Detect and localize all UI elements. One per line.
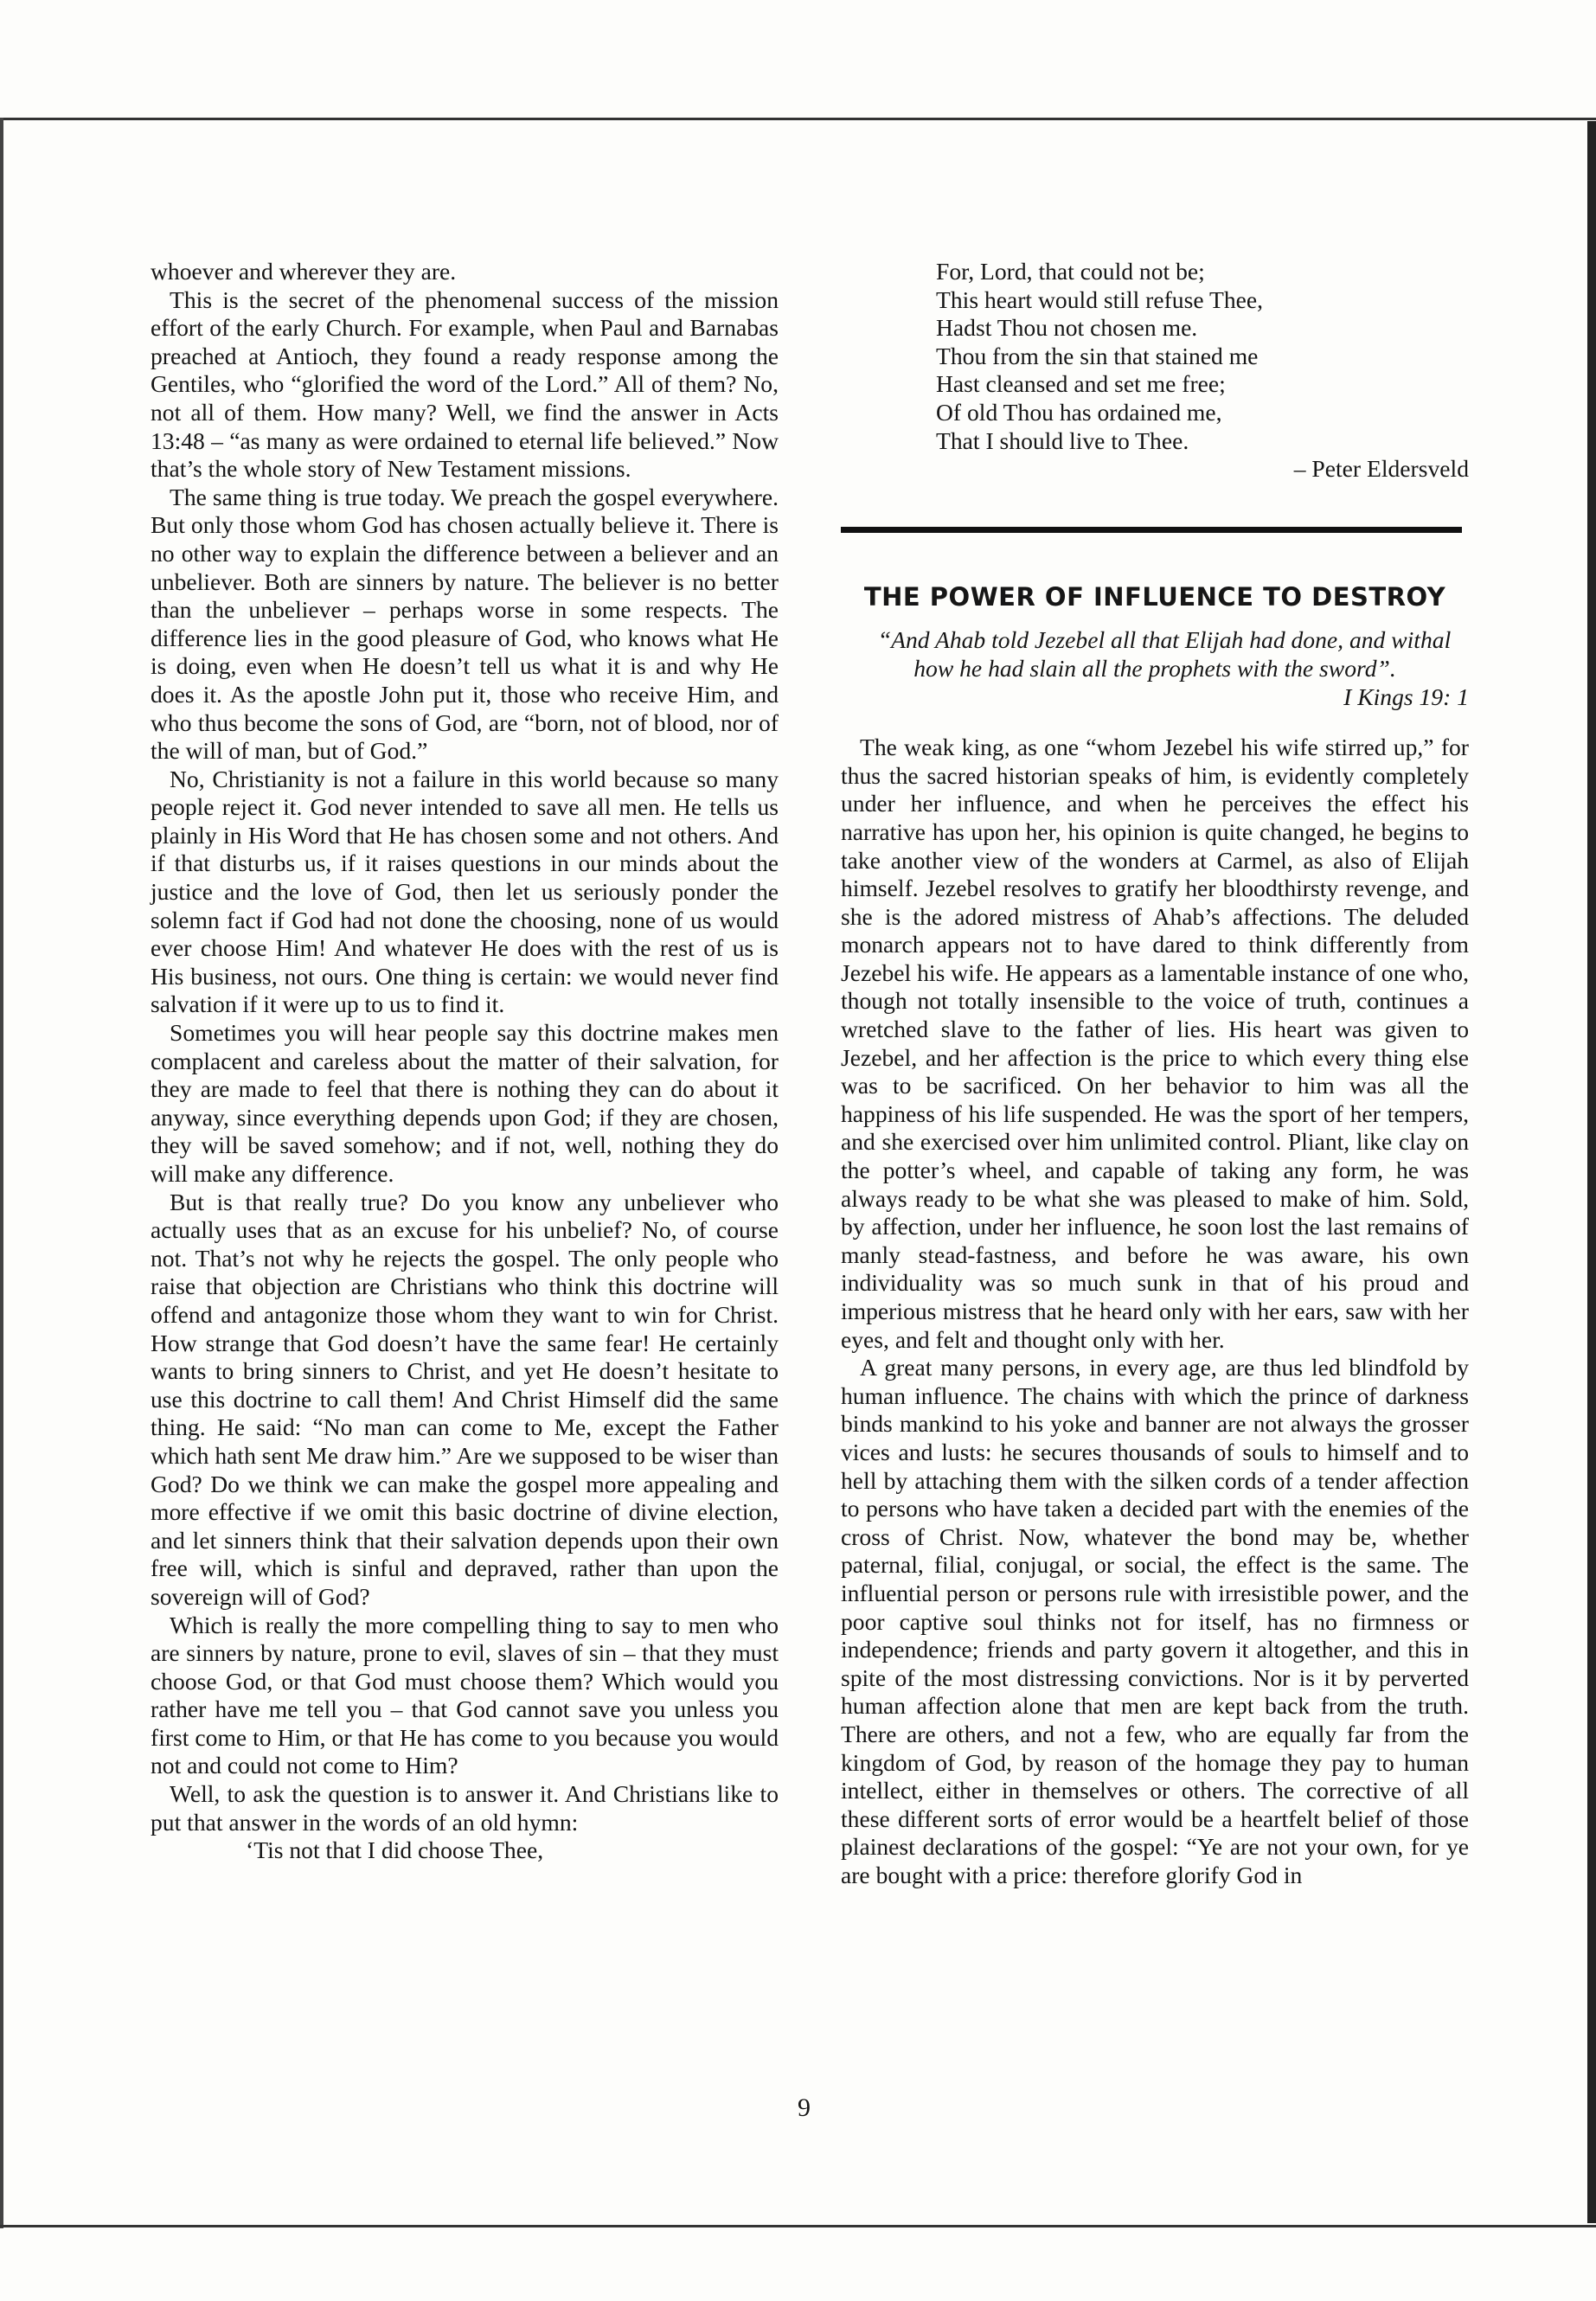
paragraph: This is the secret of the phenomenal success of the mission effort of the early Church. For example, when Paul and Barnabas preached at Antioch, they found a ready response among the Gentiles, who “glorified the word of the Lord.” All of them? No, not all of them. How many? Well, we find the answer in Acts 13:48 – “as many as were ordained to eternal life believed.” Now that’s the whole story of New Testament missions. <box>151 285 779 483</box>
hymn-attribution: – Peter Eldersveld <box>1293 455 1469 483</box>
hymn-stanza <box>936 258 1469 455</box>
hymn-line: Of old Thou has ordained me, <box>936 398 1222 426</box>
right-column <box>841 258 1469 1889</box>
hymn-line: Thou from the sin that stained me <box>936 342 1259 369</box>
hymn-line: Hast cleansed and set me free; <box>936 370 1226 398</box>
page-number: 9 <box>798 2093 811 2122</box>
scripture-citation: I Kings 19: 1 <box>1343 683 1469 710</box>
scan-edge-bottom <box>0 2225 1596 2227</box>
paragraph: No, Christianity is not a failure in this world because so many people reject it. God never intended to save all men. He tells us plainly in His Word that He has chosen some and not others. And if that disturbs us, if it raises questions in our minds about the justice and the love of God, then let us seriously ponder the solemn fact if God had not done the choosing, none of us would ever choose Him! And whatever He does with the rest of us is His business, not ours. One thing is certain: we would never find salvation if it were up to us to find it. <box>151 765 779 1018</box>
epigraph: “And Ahab told Jezebel all that Elijah had done, and withal how he had slain all the prophets with the sword”. <box>877 626 1452 682</box>
continued-line: whoever and wherever they are. <box>151 258 457 285</box>
paragraph: But is that really true? Do you know any unbeliever who actually uses that as an excuse for his unbelief? No, of course not. That’s not why he rejects the gospel. The only people who raise that objection are Christians who think this doctrine will offend and antagonize those whom they want to win for Christ. How strange that God doesn’t have the same fear! He certainly wants to bring sinners to Christ, and yet He doesn’t hesitate to use this doctrine to call them! And Christ Himself did the same thing. He said: “No man can come to Me, except the Father which hath sent Me draw him.” Are we supposed to be wiser than God? Do we think we can make the gospel more appealing and more effective if we omit this basic doctrine of divine election, and let sinners think that their salvation depends upon their own free will, which is sinful and depraved, rather than upon the sovereign will of God? <box>151 1188 779 1610</box>
scan-edge-top <box>0 118 1596 120</box>
hymn-line: That I should live to Thee. <box>936 426 1189 454</box>
scan-edge-right <box>1587 121 1596 2223</box>
hymn-line: Hadst Thou not chosen me. <box>936 314 1198 342</box>
scan-edge-left <box>0 118 3 2228</box>
hymn-line: ‘Tis not that I did choose Thee, <box>246 1836 544 1864</box>
paragraph: The same thing is true today. We preach the gospel everywhere. But only those whom God has chosen actually believe it. There is no other way to explain the difference between a believer and an unbeliever. Both are sinners by nature. The believer is no better than the unbeliever – perhaps worse in some respects. The difference lies in the good pleasure of God, who knows what He is doing, even when He doesn’t tell us what it is and why He does it. As the apostle John put it, those who receive Him, and who thus become the sons of God, are “born, not of blood, nor of the will of man, but of God.” <box>151 483 779 765</box>
left-column <box>151 258 779 1865</box>
article-title: THE POWER OF INFLUENCE TO DESTROY <box>863 581 1446 612</box>
paragraph: Which is really the more compelling thing to say to men who are sinners by nature, prone to evil, slaves of sin – that they must choose God, or that God must choose them? Which would you rather have me tell you – that God cannot save you unless you first come to Him, or that He has come to you because you would not and could not come to Him? <box>151 1611 779 1779</box>
paragraph: Well, to ask the question is to answer it. And Christians like to put that answer in the words of an old hymn: <box>151 1780 779 1836</box>
section-divider <box>841 527 1462 533</box>
paragraph: A great many persons, in every age, are thus led blindfold by human influence. The chains with which the prince of darkness binds mankind to his yoke and banner are not always the grosser vices and lusts: he secures thousands of souls to himself and to hell by attaching them with the silken cords of a tender affection to persons who have taken a decided part with the enemies of the cross of Christ. Now, whatever the bond may be, whether paternal, filial, conjugal, or social, the effect is the same. The influential person or persons rule with irresistible power, and the poor captive soul thinks not for itself, has no firmness or independence; friends and party govern it altogether, and this in spite of the most distressing convictions. Nor is it by perverted human affection alone that men are kept back from the truth. There are others, and not a few, who are equally far from the kingdom of God, by reason of the homage they pay to human intellect, either in themselves or others. The corrective of all these different sorts of error would be a heartfelt belief of those plainest declarations of the gospel: “Ye are not your own, for ye are bought with a price: therefore glorify God in <box>841 1354 1469 1888</box>
paragraph: Sometimes you will hear people say this doctrine makes men complacent and careless about the matter of their salvation, for they are made to feel that there is nothing they can do about it anyway, since everything depends upon God; if they are chosen, they will be saved somehow; and if not, well, nothing they do will make any difference. <box>151 1019 779 1187</box>
hymn-line: This heart would still refuse Thee, <box>936 285 1264 313</box>
paragraph: The weak king, as one “whom Jezebel his wife stirred up,” for thus the sacred historian speaks of him, is evidently completely under her influence, and when he perceives the effect his narrative has upon her, his opinion is quite changed, he begins to take another view of the wonders at Carmel, as also of Elijah himself. Jezebel resolves to gratify her bloodthirsty revenge, and she is the adored mistress of Ahab’s affections. The deluded monarch appears not to have dared to think differently from Jezebel his wife. He appears as a lamentable instance of one who, though not totally insensible to the voice of truth, continues a wretched slave to the father of lies. His heart was given to Jezebel, and her affection is the price to which every thing else was to be sacrificed. On her behavior to him was all the happiness of his life suspended. He was the sport of her tempers, and she exercised over him unlimited control. Pliant, like clay on the potter’s wheel, and capable of taking any form, he was always ready to be what she was pleased to make of him. Sold, by affection, under her influence, he soon lost the last remains of manly stead-fastness, and before he was aware, his own individuality was so much sunk in that of his proud and imperious mistress that he heard only with her ears, saw with her eyes, and felt and thought only with her. <box>841 734 1469 1353</box>
hymn-line: For, Lord, that could not be; <box>936 258 1205 285</box>
